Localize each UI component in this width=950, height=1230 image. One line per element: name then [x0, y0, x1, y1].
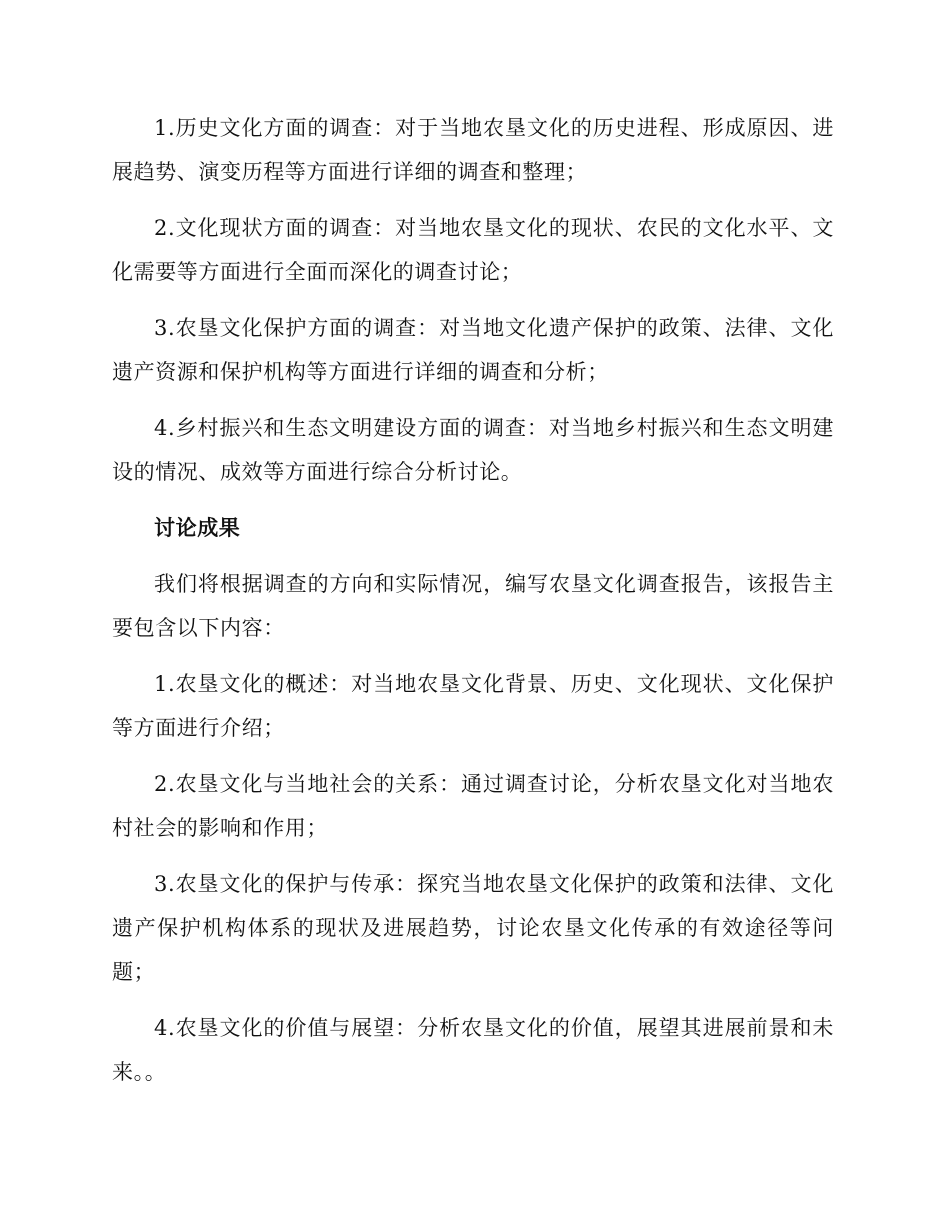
report-item-3: 3.农垦文化的保护与传承：探究当地农垦文化保护的政策和法律、文化遗产保护机构体系的现状及进展趋势，讨论农垦文化传承的有效途径等问题；: [112, 872, 834, 984]
report-item-2: 2.农垦文化与当地社会的关系：通过调查讨论，分析农垦文化对当地农村社会的影响和作用；: [112, 772, 834, 840]
intro-paragraph: 我们将根据调查的方向和实际情况，编写农垦文化调查报告，该报告主要包含以下内容：: [112, 572, 834, 640]
survey-item-3: 3.农垦文化保护方面的调查：对当地文化遗产保护的政策、法律、文化遗产资源和保护机构等方面进行详细的调查和分析；: [112, 316, 834, 384]
survey-item-4: 4.乡村振兴和生态文明建设方面的调查：对当地乡村振兴和生态文明建设的情况、成效等方面进行综合分析讨论。: [112, 416, 834, 484]
section-heading: 讨论成果: [154, 515, 241, 540]
survey-item-1: 1.历史文化方面的调查：对于当地农垦文化的历史进程、形成原因、进展趋势、演变历程等方面进行详细的调查和整理；: [112, 116, 834, 184]
survey-item-2: 2.文化现状方面的调查：对当地农垦文化的现状、农民的文化水平、文化需要等方面进行全面而深化的调查讨论；: [112, 216, 834, 284]
report-item-1: 1.农垦文化的概述：对当地农垦文化背景、历史、文化现状、文化保护等方面进行介绍；: [112, 672, 834, 740]
report-item-4: 4.农垦文化的价值与展望：分析农垦文化的价值，展望其进展前景和未来。。: [112, 1016, 834, 1084]
